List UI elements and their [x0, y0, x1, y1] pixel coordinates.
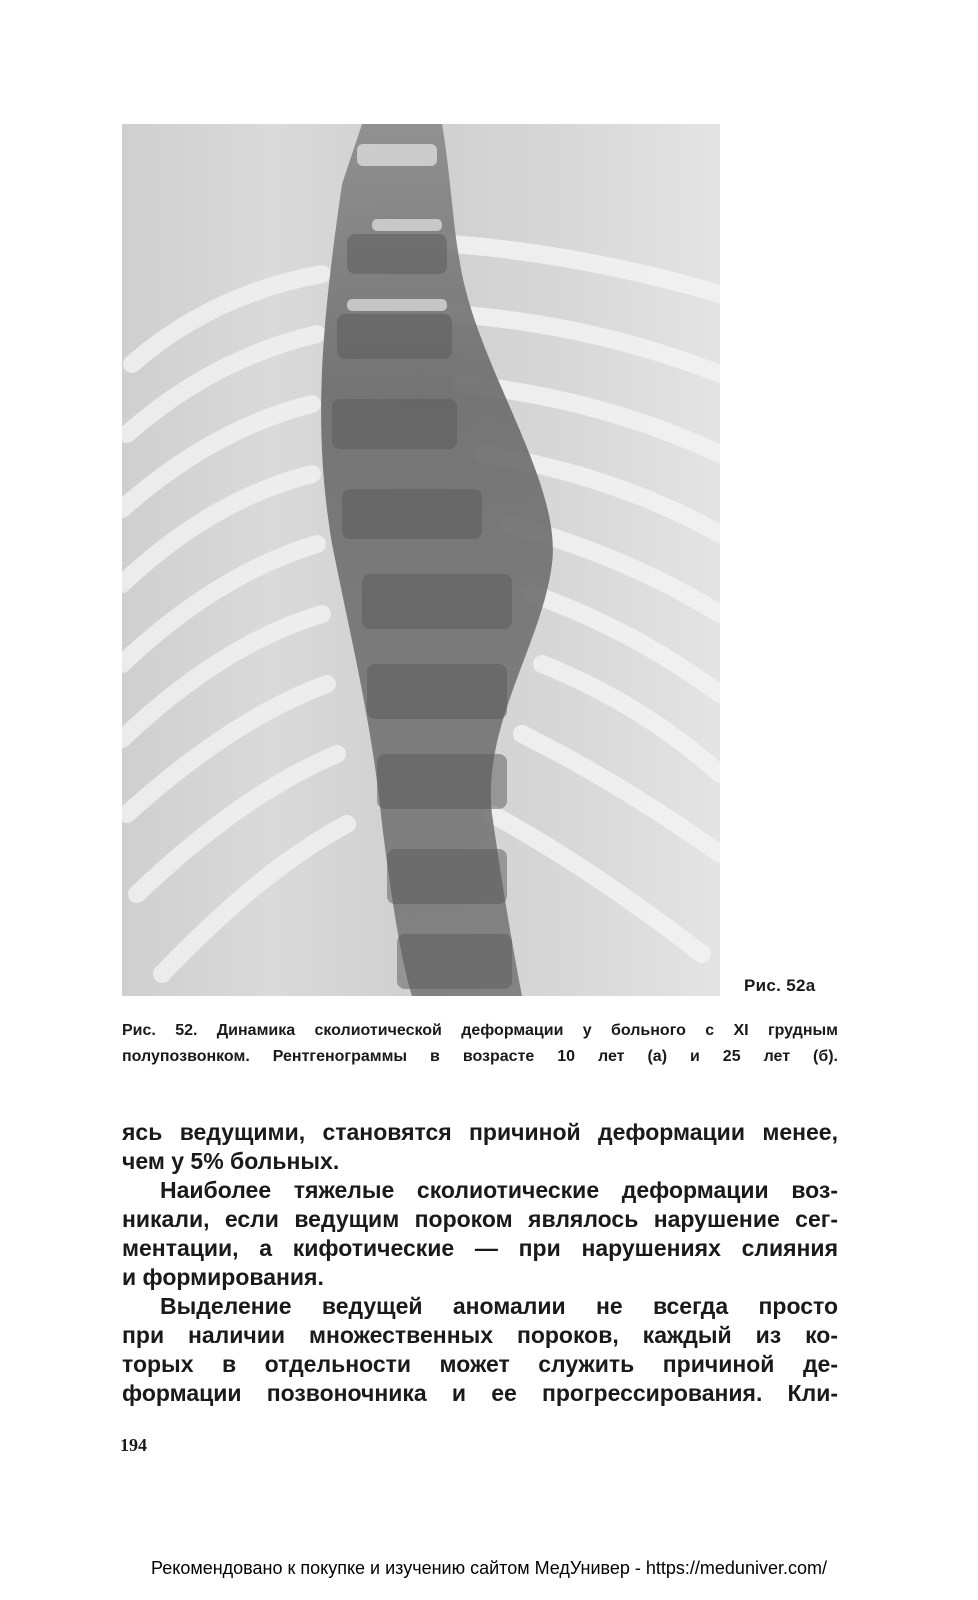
text-line: Выделение ведущей аномалии не всегда просто: [160, 1293, 838, 1319]
text-line: при наличии множественных пороков, каждый из ко-: [122, 1322, 838, 1348]
xray-image: [122, 124, 720, 996]
spine-xray-drawing: [122, 124, 720, 996]
caption-line: полупозвонком. Рентгенограммы в возрасте 10 лет (а) и 25 лет (б).: [122, 1048, 838, 1065]
text-line: Наиболее тяжелые сколиотические деформации воз-: [160, 1177, 838, 1203]
figure-caption: [122, 1018, 838, 1070]
page-number: 194: [120, 1435, 147, 1455]
text-line: и формирования.: [122, 1264, 324, 1290]
caption-line: Рис. 52. Динамика сколиотической деформации у больного с XI грудным: [122, 1022, 838, 1039]
figure-label: Рис. 52а: [744, 976, 816, 995]
text-line: ясь ведущими, становятся причиной деформации менее,: [122, 1119, 838, 1145]
text-line: ментации, а кифотические — при нарушениях слияния: [122, 1235, 838, 1261]
text-line: формации позвоночника и ее прогрессирования. Кли-: [122, 1380, 838, 1406]
text-line: чем у 5% больных.: [122, 1148, 340, 1174]
text-line: никали, если ведущим пороком являлось нарушение сег-: [122, 1206, 838, 1232]
body-text: [122, 1118, 838, 1408]
footer-text: Рекомендовано к покупке и изучению сайтом МедУнивер - https://meduniver.com/: [151, 1558, 827, 1578]
text-line: торых в отдельности может служить причиной де-: [122, 1351, 838, 1377]
